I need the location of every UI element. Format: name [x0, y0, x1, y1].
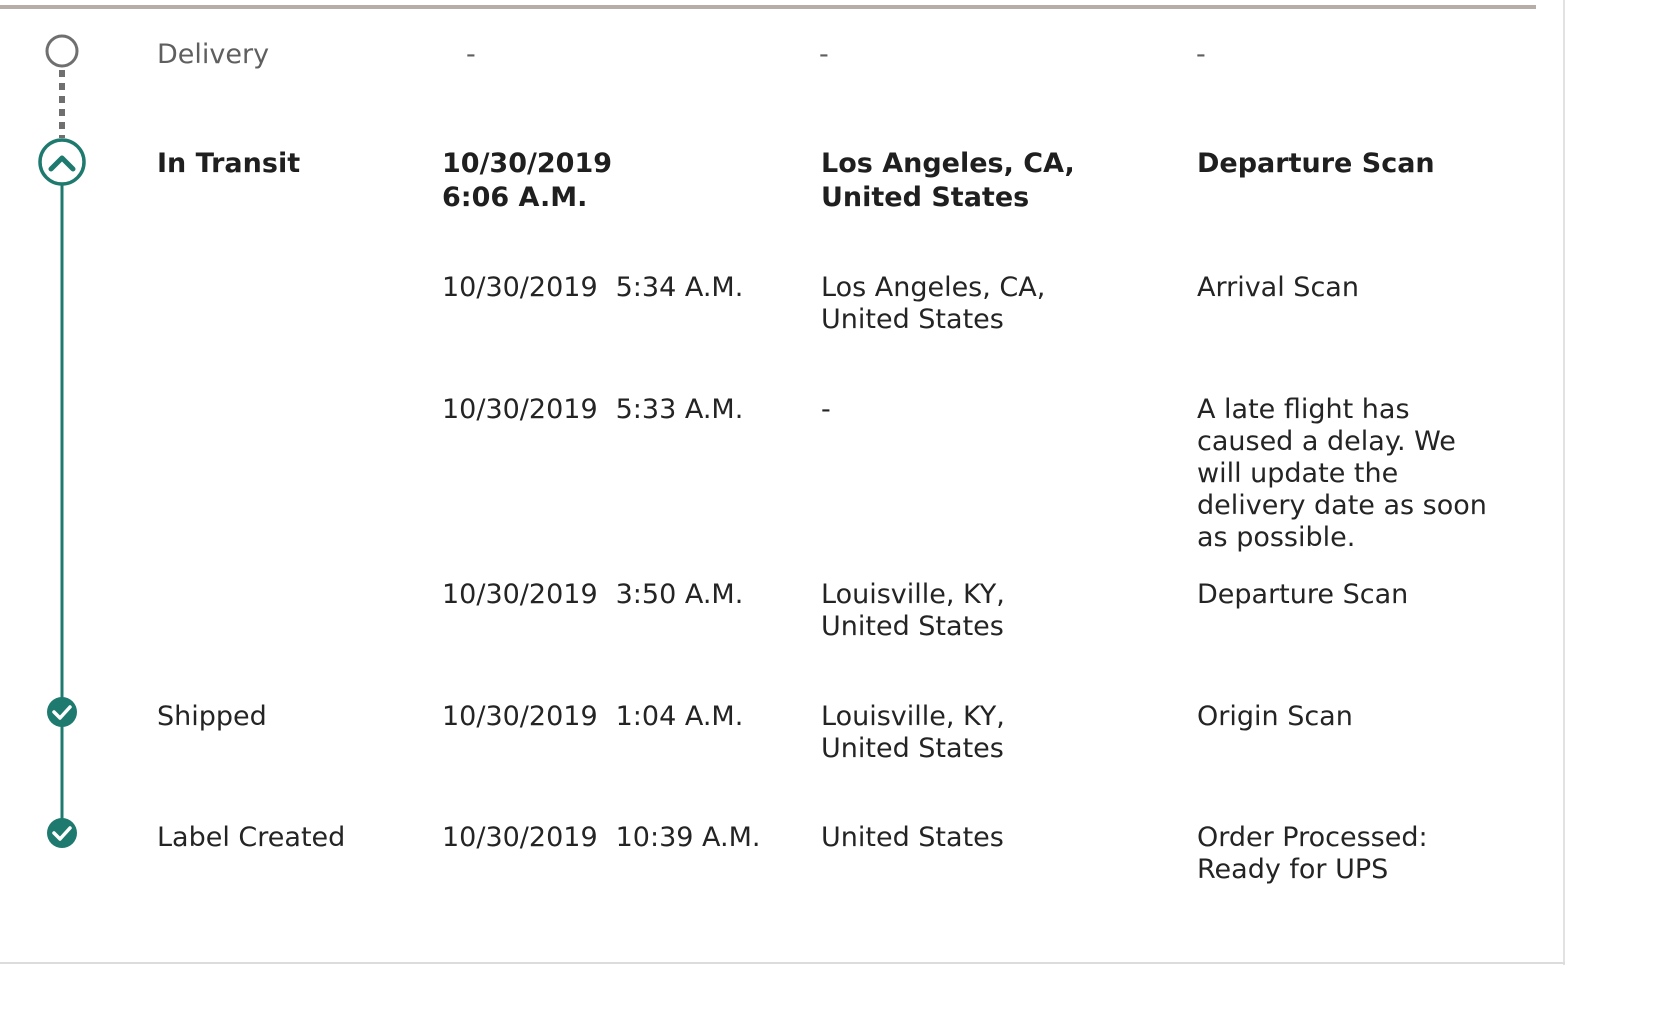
status-label: In Transit — [157, 148, 301, 179]
location-text: Louisville, KY, United States — [821, 579, 1005, 642]
activity-text: Order Processed: Ready for UPS — [1197, 822, 1428, 885]
activity-text: Arrival Scan — [1197, 272, 1359, 303]
status-label: Label Created — [157, 822, 346, 853]
location-text: - — [821, 394, 831, 425]
date-text: 10/30/2019 — [442, 394, 598, 425]
time-text: 3:50 A.M. — [615, 579, 744, 610]
date-time — [442, 394, 802, 426]
right-border — [1563, 0, 1565, 965]
date-placeholder: - — [466, 39, 476, 70]
check-circle-icon — [47, 697, 77, 727]
activity-text: Origin Scan — [1197, 701, 1353, 732]
date-time — [442, 272, 802, 304]
activity-text: A late flight has caused a delay. We will update the delivery date as soon as possible. — [1197, 394, 1487, 553]
date-text: 10/30/2019 — [442, 701, 598, 732]
chevron-up-icon[interactable] — [40, 140, 84, 184]
check-circle-icon — [47, 818, 77, 848]
location-text: Louisville, KY, United States — [821, 701, 1005, 764]
location-text: Los Angeles, CA, United States — [821, 272, 1046, 335]
status-label: Delivery — [157, 39, 270, 70]
status-label: Shipped — [157, 701, 267, 732]
time-text: 5:34 A.M. — [615, 272, 744, 303]
activity-text: Departure Scan — [1197, 148, 1435, 179]
empty-circle-icon — [47, 36, 77, 66]
date-text: 10/30/2019 — [442, 579, 598, 610]
location-text: Los Angeles, CA, United States — [821, 148, 1075, 213]
bottom-divider — [0, 962, 1565, 964]
activity-placeholder: - — [1196, 39, 1206, 70]
date-time — [442, 147, 802, 215]
date-text: 10/30/2019 — [442, 822, 598, 853]
top-divider — [0, 5, 1536, 9]
location-placeholder: - — [819, 39, 829, 70]
tracking-timeline — [0, 0, 130, 900]
time-text: 1:04 A.M. — [615, 701, 744, 732]
date-time — [442, 579, 802, 611]
date-text: 10/30/2019 — [442, 148, 613, 179]
location-text: United States — [821, 822, 1004, 853]
activity-text: Departure Scan — [1197, 579, 1409, 610]
time-text: 5:33 A.M. — [615, 394, 744, 425]
date-time — [442, 701, 802, 733]
date-time — [442, 822, 802, 854]
date-text: 10/30/2019 — [442, 272, 598, 303]
time-text: 6:06 A.M. — [442, 182, 588, 213]
time-text: 10:39 A.M. — [615, 822, 761, 853]
